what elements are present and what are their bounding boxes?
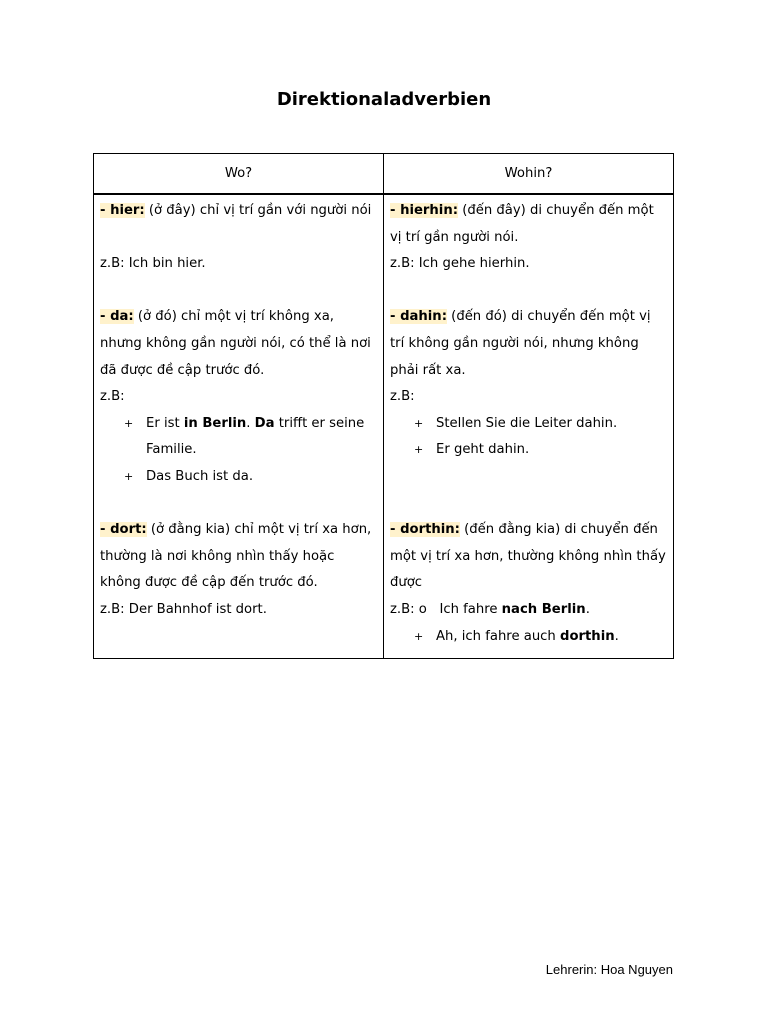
page-title: Direktionaladverbien xyxy=(276,89,492,110)
list-item: + Stellen Sie die Leiter dahin. xyxy=(436,411,667,438)
list-item: + Ah, ich fahre auch dorthin. xyxy=(436,624,667,651)
example-hier: z.B: Ich bin hier. xyxy=(100,256,206,272)
term-hierhin: - hierhin: xyxy=(390,203,458,218)
term-hier: - hier: xyxy=(100,203,145,218)
bullet-icon: + xyxy=(124,469,134,483)
desc-dort: (ở đằng kia) chỉ một vị trí xa hơn, thường là nơi không nhìn thấy hoặc không được đề cập đến trước đó. xyxy=(100,522,372,591)
term-dahin: - dahin: xyxy=(390,309,447,325)
example-hierhin: z.B: Ich gehe hierhin. xyxy=(390,256,530,272)
entry-dorthin xyxy=(390,517,667,597)
desc-da: (ở đó) chỉ một vị trí không xa, nhưng không gần người nói, có thể là nơi đã được đề cập trước đó. xyxy=(100,309,371,378)
examples-da xyxy=(100,411,377,491)
zb-da: z.B: xyxy=(100,389,125,405)
bullet-icon: + xyxy=(414,416,424,430)
desc-hier: (ở đây) chỉ vị trí gần với người nói xyxy=(144,203,372,218)
term-dort: - dort: xyxy=(100,522,147,538)
desc-hierhin: (đến đây) di chuyển đến một vị trí gần người nói. xyxy=(390,203,654,245)
list-item: + Er geht dahin. xyxy=(436,437,667,464)
term-da: - da: xyxy=(100,309,134,325)
desc-dorthin: (đến đằng kia) di chuyển đến một vị trí xa hơn, thường không nhìn thấy được xyxy=(390,522,666,591)
entry-dahin xyxy=(390,304,667,384)
entry-hier xyxy=(100,198,377,225)
header-wohin: Wohin? xyxy=(384,154,674,195)
zb-dahin: z.B: xyxy=(390,389,415,405)
entry-da xyxy=(100,304,377,384)
entry-dort xyxy=(100,517,377,597)
entry-hierhin xyxy=(390,198,667,251)
list-item: + Das Buch ist da. xyxy=(146,464,377,491)
bullet-icon: + xyxy=(124,416,134,430)
bullet-icon: + xyxy=(414,443,424,457)
examples-dorthin xyxy=(390,624,667,651)
list-item: + Er ist in Berlin. Da trifft er seine Familie. xyxy=(146,411,377,464)
cell-wohin xyxy=(384,194,674,659)
desc-dahin: (đến đó) di chuyển đến một vị trí không gần người nói, nhưng không phải rất xa. xyxy=(390,309,651,378)
footer-author: Lehrerin: Hoa Nguyen xyxy=(545,962,673,977)
table-header-row xyxy=(94,154,674,195)
example-dorthin-1: z.B: o Ich fahre nach Berlin. xyxy=(390,601,590,617)
cell-wo xyxy=(94,194,384,659)
example-dort: z.B: Der Bahnhof ist dort. xyxy=(100,601,267,617)
adverb-table xyxy=(93,153,674,659)
header-wo: Wo? xyxy=(94,154,384,195)
term-dorthin: - dorthin: xyxy=(390,522,460,538)
bullet-icon: + xyxy=(414,629,424,643)
table-row xyxy=(94,194,674,659)
examples-dahin xyxy=(390,411,667,464)
